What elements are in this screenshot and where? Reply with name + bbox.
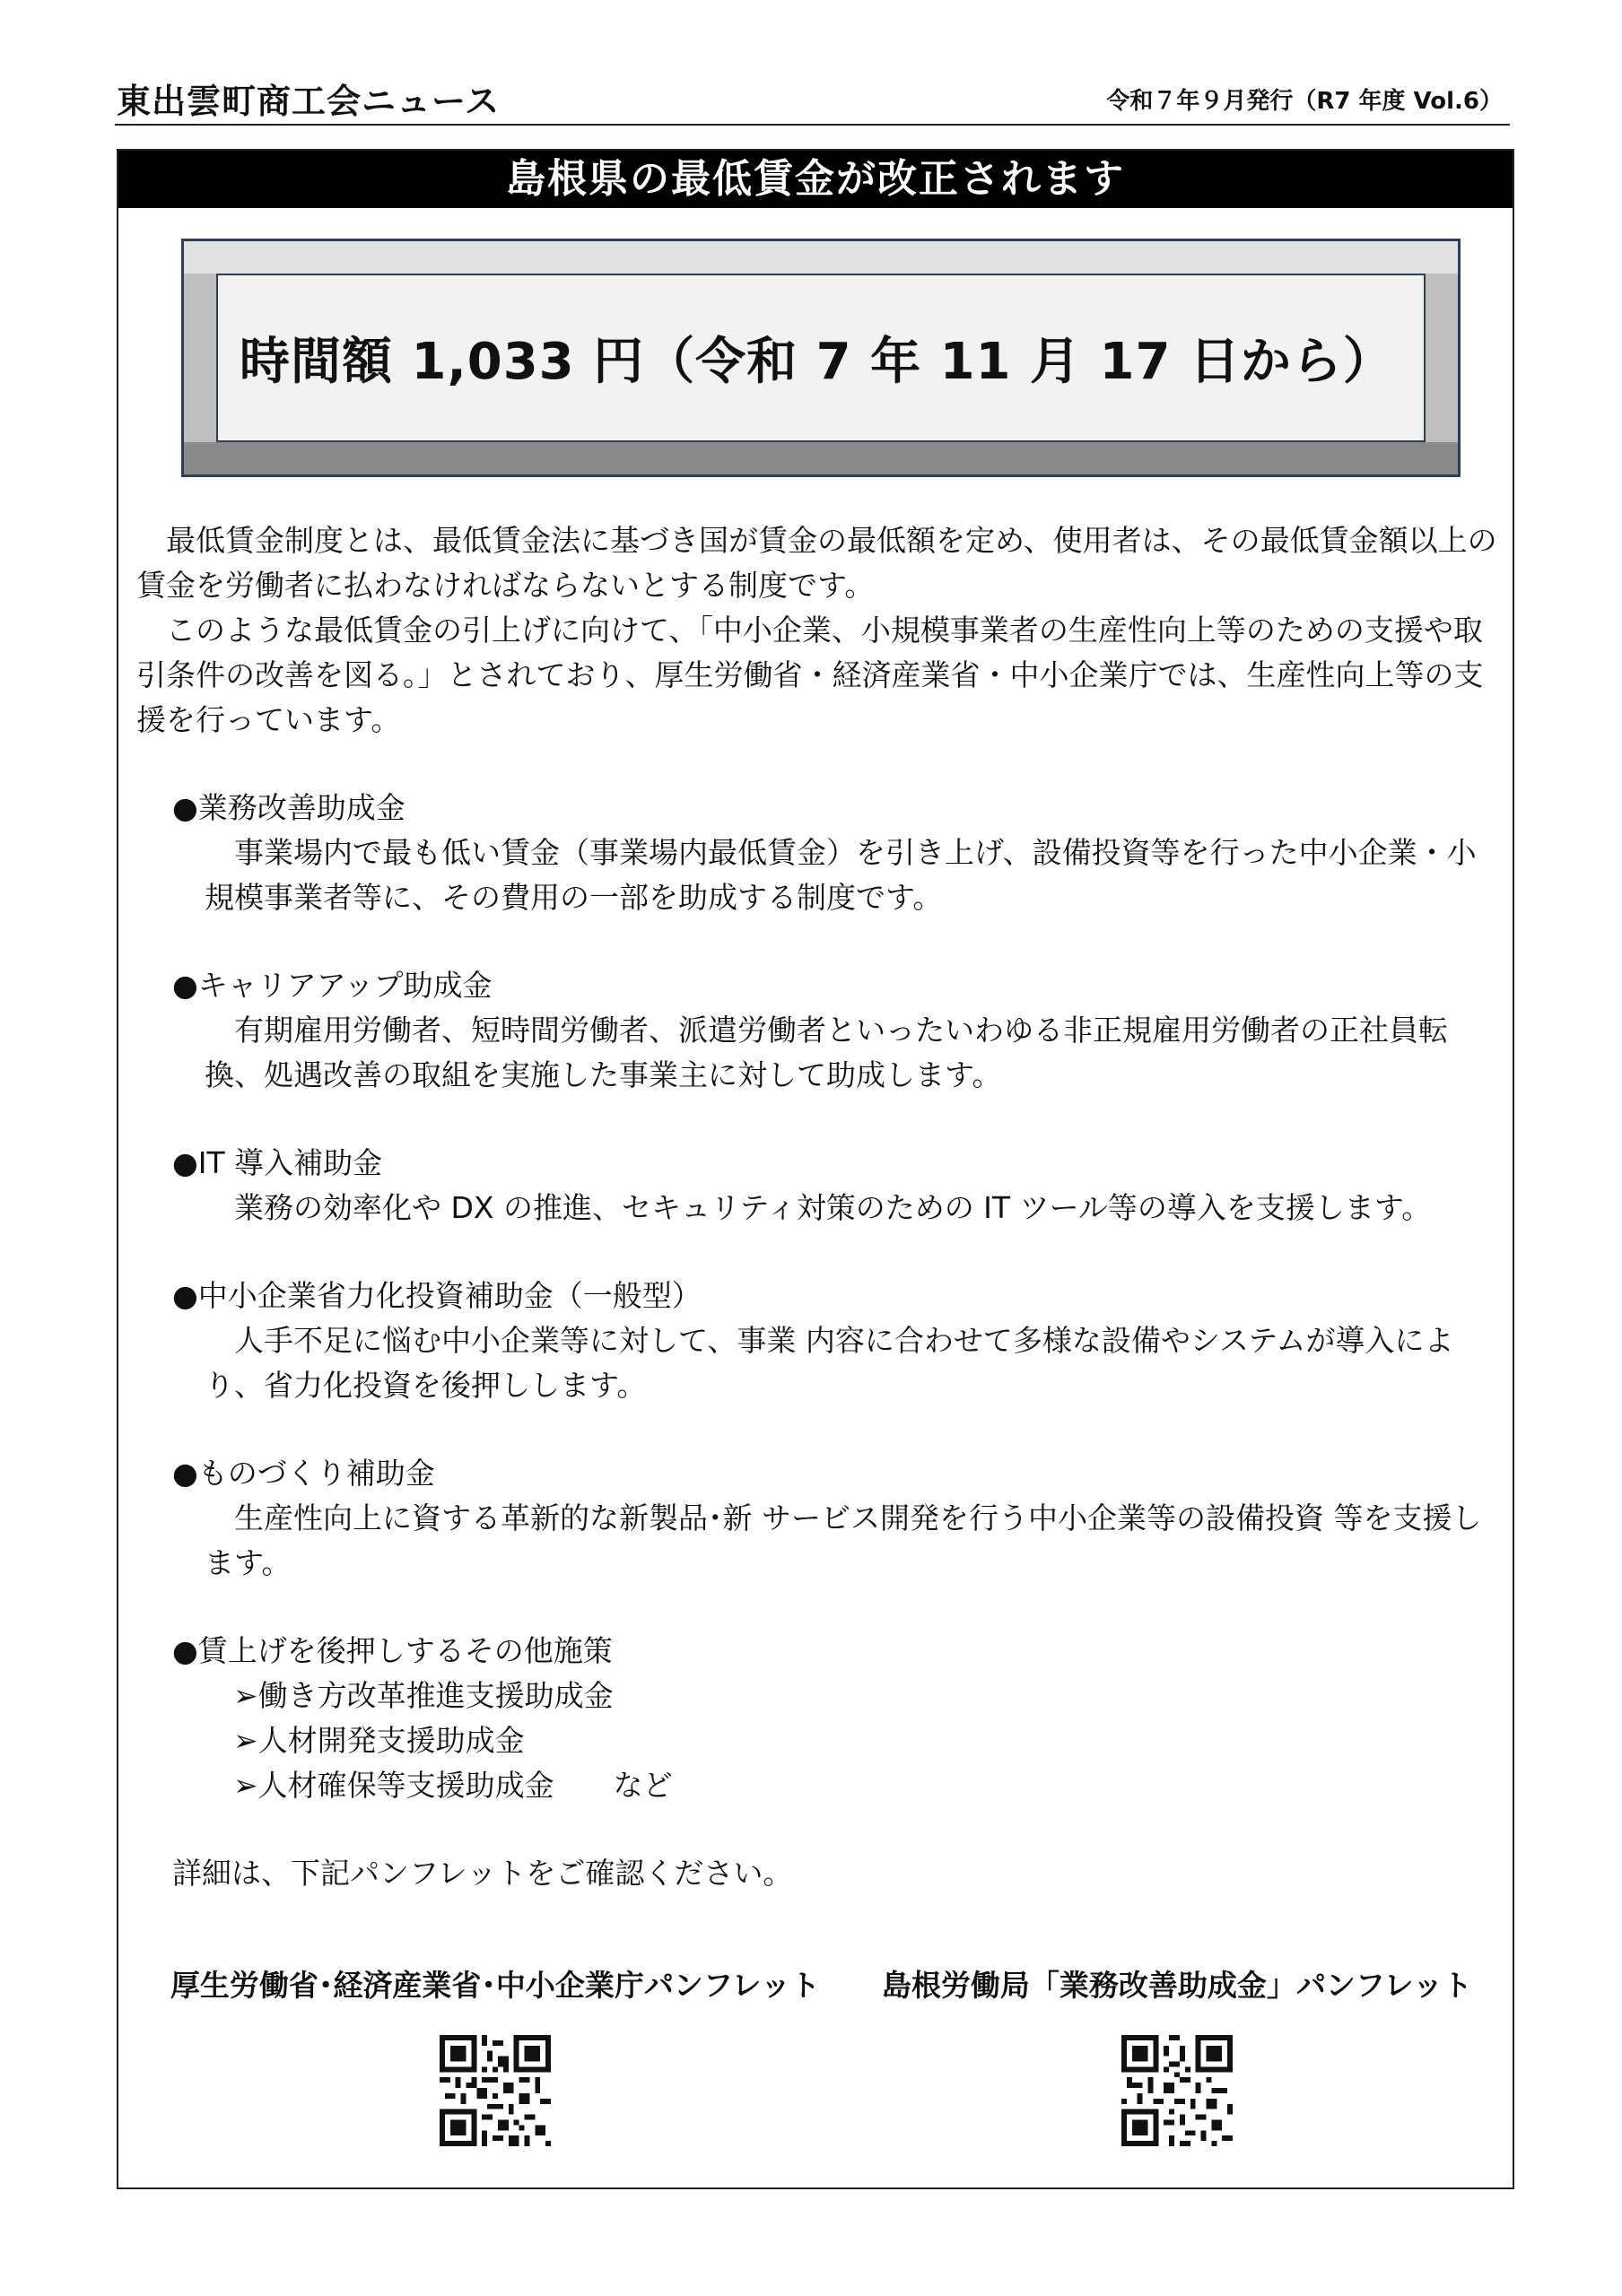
section-body: 生産性向上に資する革新的な新製品･新 サービス開発を行う中小企業等の設備投資 等を支援します。 xyxy=(205,1500,1482,1580)
list-item: ➢働き方改革推進支援助成金 xyxy=(233,1678,614,1713)
section-body: 有期雇用労働者、短時間労働者、派遣労働者といったいわゆる非正規雇用労働者の正社員転換、処遇改善の取組を実施した事業主に対して助成します。 xyxy=(205,1013,1448,1092)
section-heading: ●賃上げを後押しするその他施策 xyxy=(172,1633,613,1668)
other-measures-list xyxy=(136,1674,1500,1808)
list-item: ➢人材確保等支援助成金 など xyxy=(233,1768,673,1803)
pamphlet-links xyxy=(118,1962,1513,2142)
qr-code-icon[interactable] xyxy=(440,2035,551,2146)
section-heading: ●IT 導入補助金 xyxy=(172,1145,383,1180)
section-it-donyu xyxy=(136,1141,1500,1231)
section-gyomu-kaizen xyxy=(136,786,1500,920)
section-heading: ●キャリアアップ助成金 xyxy=(172,968,493,1003)
qr-code-icon[interactable] xyxy=(1121,2035,1233,2146)
article-banner: 島根県の最低賃金が改正されます xyxy=(118,151,1513,208)
section-other-measures xyxy=(136,1629,1500,1808)
section-body: 事業場内で最も低い賃金（事業場内最低賃金）を引き上げ、設備投資等を行った中小企業・小規模事業者等に、その費用の一部を助成する制度です。 xyxy=(205,835,1477,915)
pamphlet-label: 島根労働局「業務改善助成金」パンフレット xyxy=(881,1968,1473,2003)
wage-highlight-box xyxy=(181,239,1461,477)
section-career-up xyxy=(136,963,1500,1098)
hourly-wage-text: 時間額 1,033 円（令和 7 年 11 月 17 日から） xyxy=(240,333,1394,391)
section-body: 人手不足に悩む中小企業等に対して、事業 内容に合わせて多様な設備やシステムが導入により、省力化投資を後押しします。 xyxy=(205,1323,1454,1403)
bevel-top-edge xyxy=(184,241,1458,274)
newsletter-title: 東出雲町商工会ニュース xyxy=(117,82,501,121)
pamphlet-label: 厚生労働省･経済産業省･中小企業庁パンフレット xyxy=(170,1968,821,2003)
intro-paragraph-2: このような最低賃金の引上げに向けて、「中小企業、小規模事業者の生産性向上等のための支援や取引条件の改善を図る。」とされており、厚生労働省・経済産業省・中小企業庁では、生産性向上等の支援を行っています。 xyxy=(136,613,1484,737)
list-item: ➢人材開発支援助成金 xyxy=(233,1723,525,1758)
section-shoryokuka xyxy=(136,1274,1500,1408)
section-heading: ●業務改善助成金 xyxy=(172,790,406,825)
newsletter-header xyxy=(115,68,1510,126)
issue-info: 令和７年９月発行（R7 年度 Vol.6） xyxy=(1106,88,1503,115)
intro-paragraph-1: 最低賃金制度とは、最低賃金法に基づき国が賃金の最低額を定め、使用者は、その最低賃金額以上の賃金を労働者に払わなければならないとする制度です。 xyxy=(136,523,1497,603)
section-heading: ●ものづくり補助金 xyxy=(172,1456,435,1491)
highlight-face xyxy=(216,274,1426,442)
pamphlet-mhlw xyxy=(154,1962,836,2146)
section-heading: ●中小企業省力化投資補助金（一般型） xyxy=(172,1278,702,1313)
article-body xyxy=(136,518,1500,1926)
bevel-bottom-edge xyxy=(184,442,1458,474)
closing-note: 詳細は、下記パンフレットをご確認ください。 xyxy=(172,1856,793,1891)
pamphlet-shimane-labor xyxy=(836,1962,1518,2146)
article-frame xyxy=(117,149,1514,2189)
section-body: 業務の効率化や DX の推進、セキュリティ対策のための IT ツール等の導入を支援します。 xyxy=(234,1190,1432,1225)
section-monozukuri xyxy=(136,1451,1500,1586)
